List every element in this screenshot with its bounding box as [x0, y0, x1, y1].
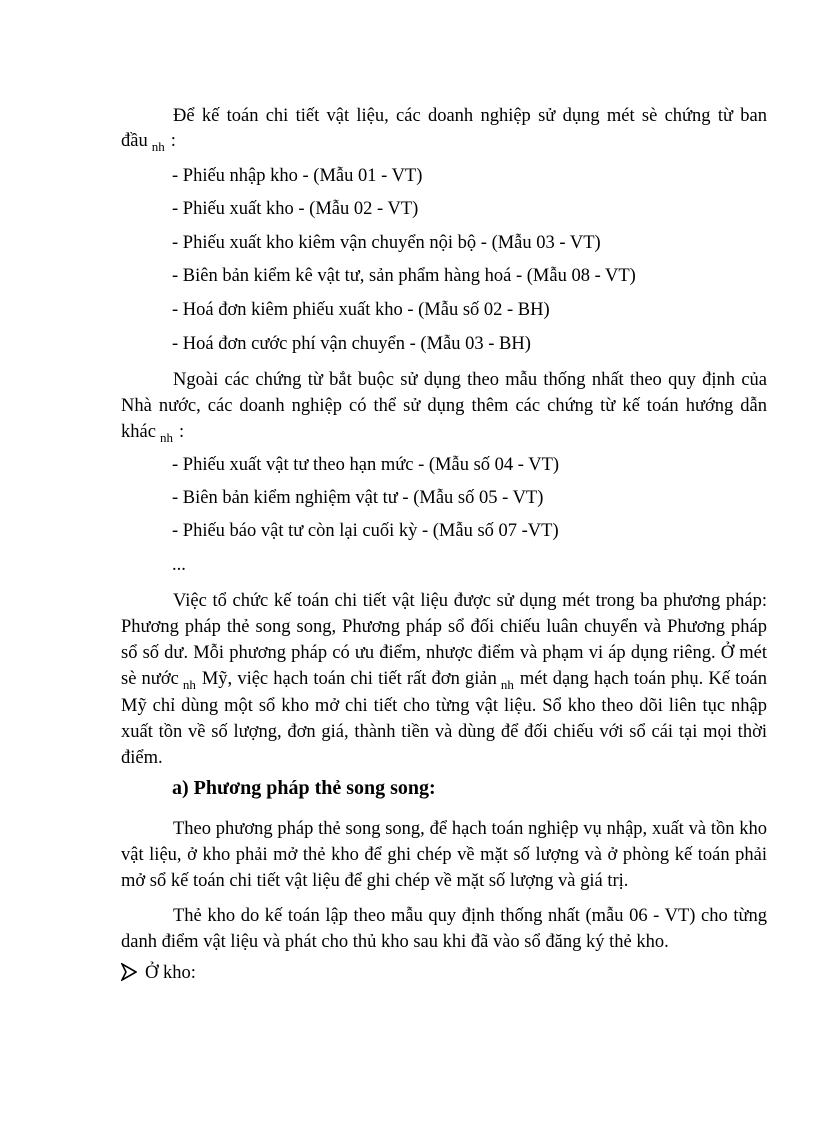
- list-item: - Phiếu xuất vật tư theo hạn mức - (Mẫu số 04 - VT): [172, 455, 560, 475]
- list-item: - Hoá đơn kiêm phiếu xuất kho - (Mẫu số 02 - BH): [172, 300, 550, 320]
- list-item: - Biên bản kiểm nghiệm vật tư - (Mẫu số 05 - VT): [172, 488, 544, 508]
- bullet-text: Ở kho:: [145, 963, 196, 983]
- intro-text: Để kế toán chi tiết vật liệu, các doanh nghiệp sử dụng mét sè chứng từ ban đầu: [121, 106, 767, 151]
- parallel-card-paragraph: Theo phương pháp thẻ song song, để hạch toán nghiệp vụ nhập, xuất và tồn kho vật liệu, ở kho phải mở thẻ kho để ghi chép về mặt số lượng và ở phòng kế toán phải mở sổ kế toán chi tiết vật liệu để ghi chép về mặt số lượng và giá trị.: [121, 819, 767, 891]
- list-item: - Phiếu báo vật tư còn lại cuối kỳ - (Mẫu số 07 -VT): [172, 521, 559, 541]
- other-documents-colon: :: [178, 422, 185, 442]
- stock-card-paragraph: Thẻ kho do kế toán lập theo mẫu quy định thống nhất (mẫu 06 - VT) cho từng danh điểm vật liệu và phát cho thủ kho sau khi đã vào sổ đăng ký thẻ kho.: [121, 906, 767, 952]
- ellipsis: ...: [172, 555, 186, 575]
- list-item: - Phiếu xuất kho kiêm vận chuyển nội bộ - (Mẫu 03 - VT): [172, 233, 601, 253]
- methods-text: Việc tổ chức kế toán chi tiết vật liệu được sử dụng mét trong ba phương pháp: Phương pháp thẻ song song, Phương pháp sổ đối chiếu luân chuyển và Phương pháp sổ số dư. Mỗi phương pháp có ưu điểm, nhược điểm và phạm vi áp dụng riêng. Ở mét sè nước: [121, 591, 767, 689]
- other-documents-subscript: nh: [159, 430, 173, 445]
- intro-subscript: nh: [151, 139, 165, 154]
- list-item: - Hoá đơn cước phí vận chuyển - (Mẫu 03 - BH): [172, 334, 531, 354]
- methods-subscript: nh: [182, 677, 196, 692]
- methods-text-2: Mỹ, việc hạch toán chi tiết rất đơn giản: [201, 669, 497, 689]
- list-item: - Phiếu nhập kho - (Mẫu 01 - VT): [172, 166, 423, 186]
- list-item: - Phiếu xuất kho - (Mẫu 02 - VT): [172, 199, 419, 219]
- intro-colon: :: [170, 131, 176, 151]
- intro-paragraph: [121, 104, 767, 154]
- methods-text-3: mét dạng hạch toán phụ. Kế toán Mỹ chỉ dùng một sổ kho mở chi tiết cho từng vật liệu. Sổ kho theo dõi liên tục nhập xuất tồn về số lượng, đơn giá, thành tiền và dùng để đối chiếu với sổ cái tại mọi thời điểm.: [121, 669, 767, 768]
- other-documents-paragraph: [121, 367, 767, 446]
- other-documents-text: Ngoài các chứng từ bắt buộc sử dụng theo mẫu thống nhất theo quy định của Nhà nước, các doanh nghiệp có thể sử dụng thêm các chứng từ kế toán hướng dẫn khác: [121, 370, 767, 442]
- section-heading: a) Phương pháp thẻ song song:: [172, 777, 436, 799]
- arrow-bullet-icon: [121, 963, 137, 981]
- bullet-line: [121, 961, 196, 985]
- methods-paragraph: [121, 588, 767, 771]
- list-item: - Biên bản kiểm kê vật tư, sản phẩm hàng hoá - (Mẫu 08 - VT): [172, 266, 636, 286]
- methods-subscript-2: nh: [500, 677, 514, 692]
